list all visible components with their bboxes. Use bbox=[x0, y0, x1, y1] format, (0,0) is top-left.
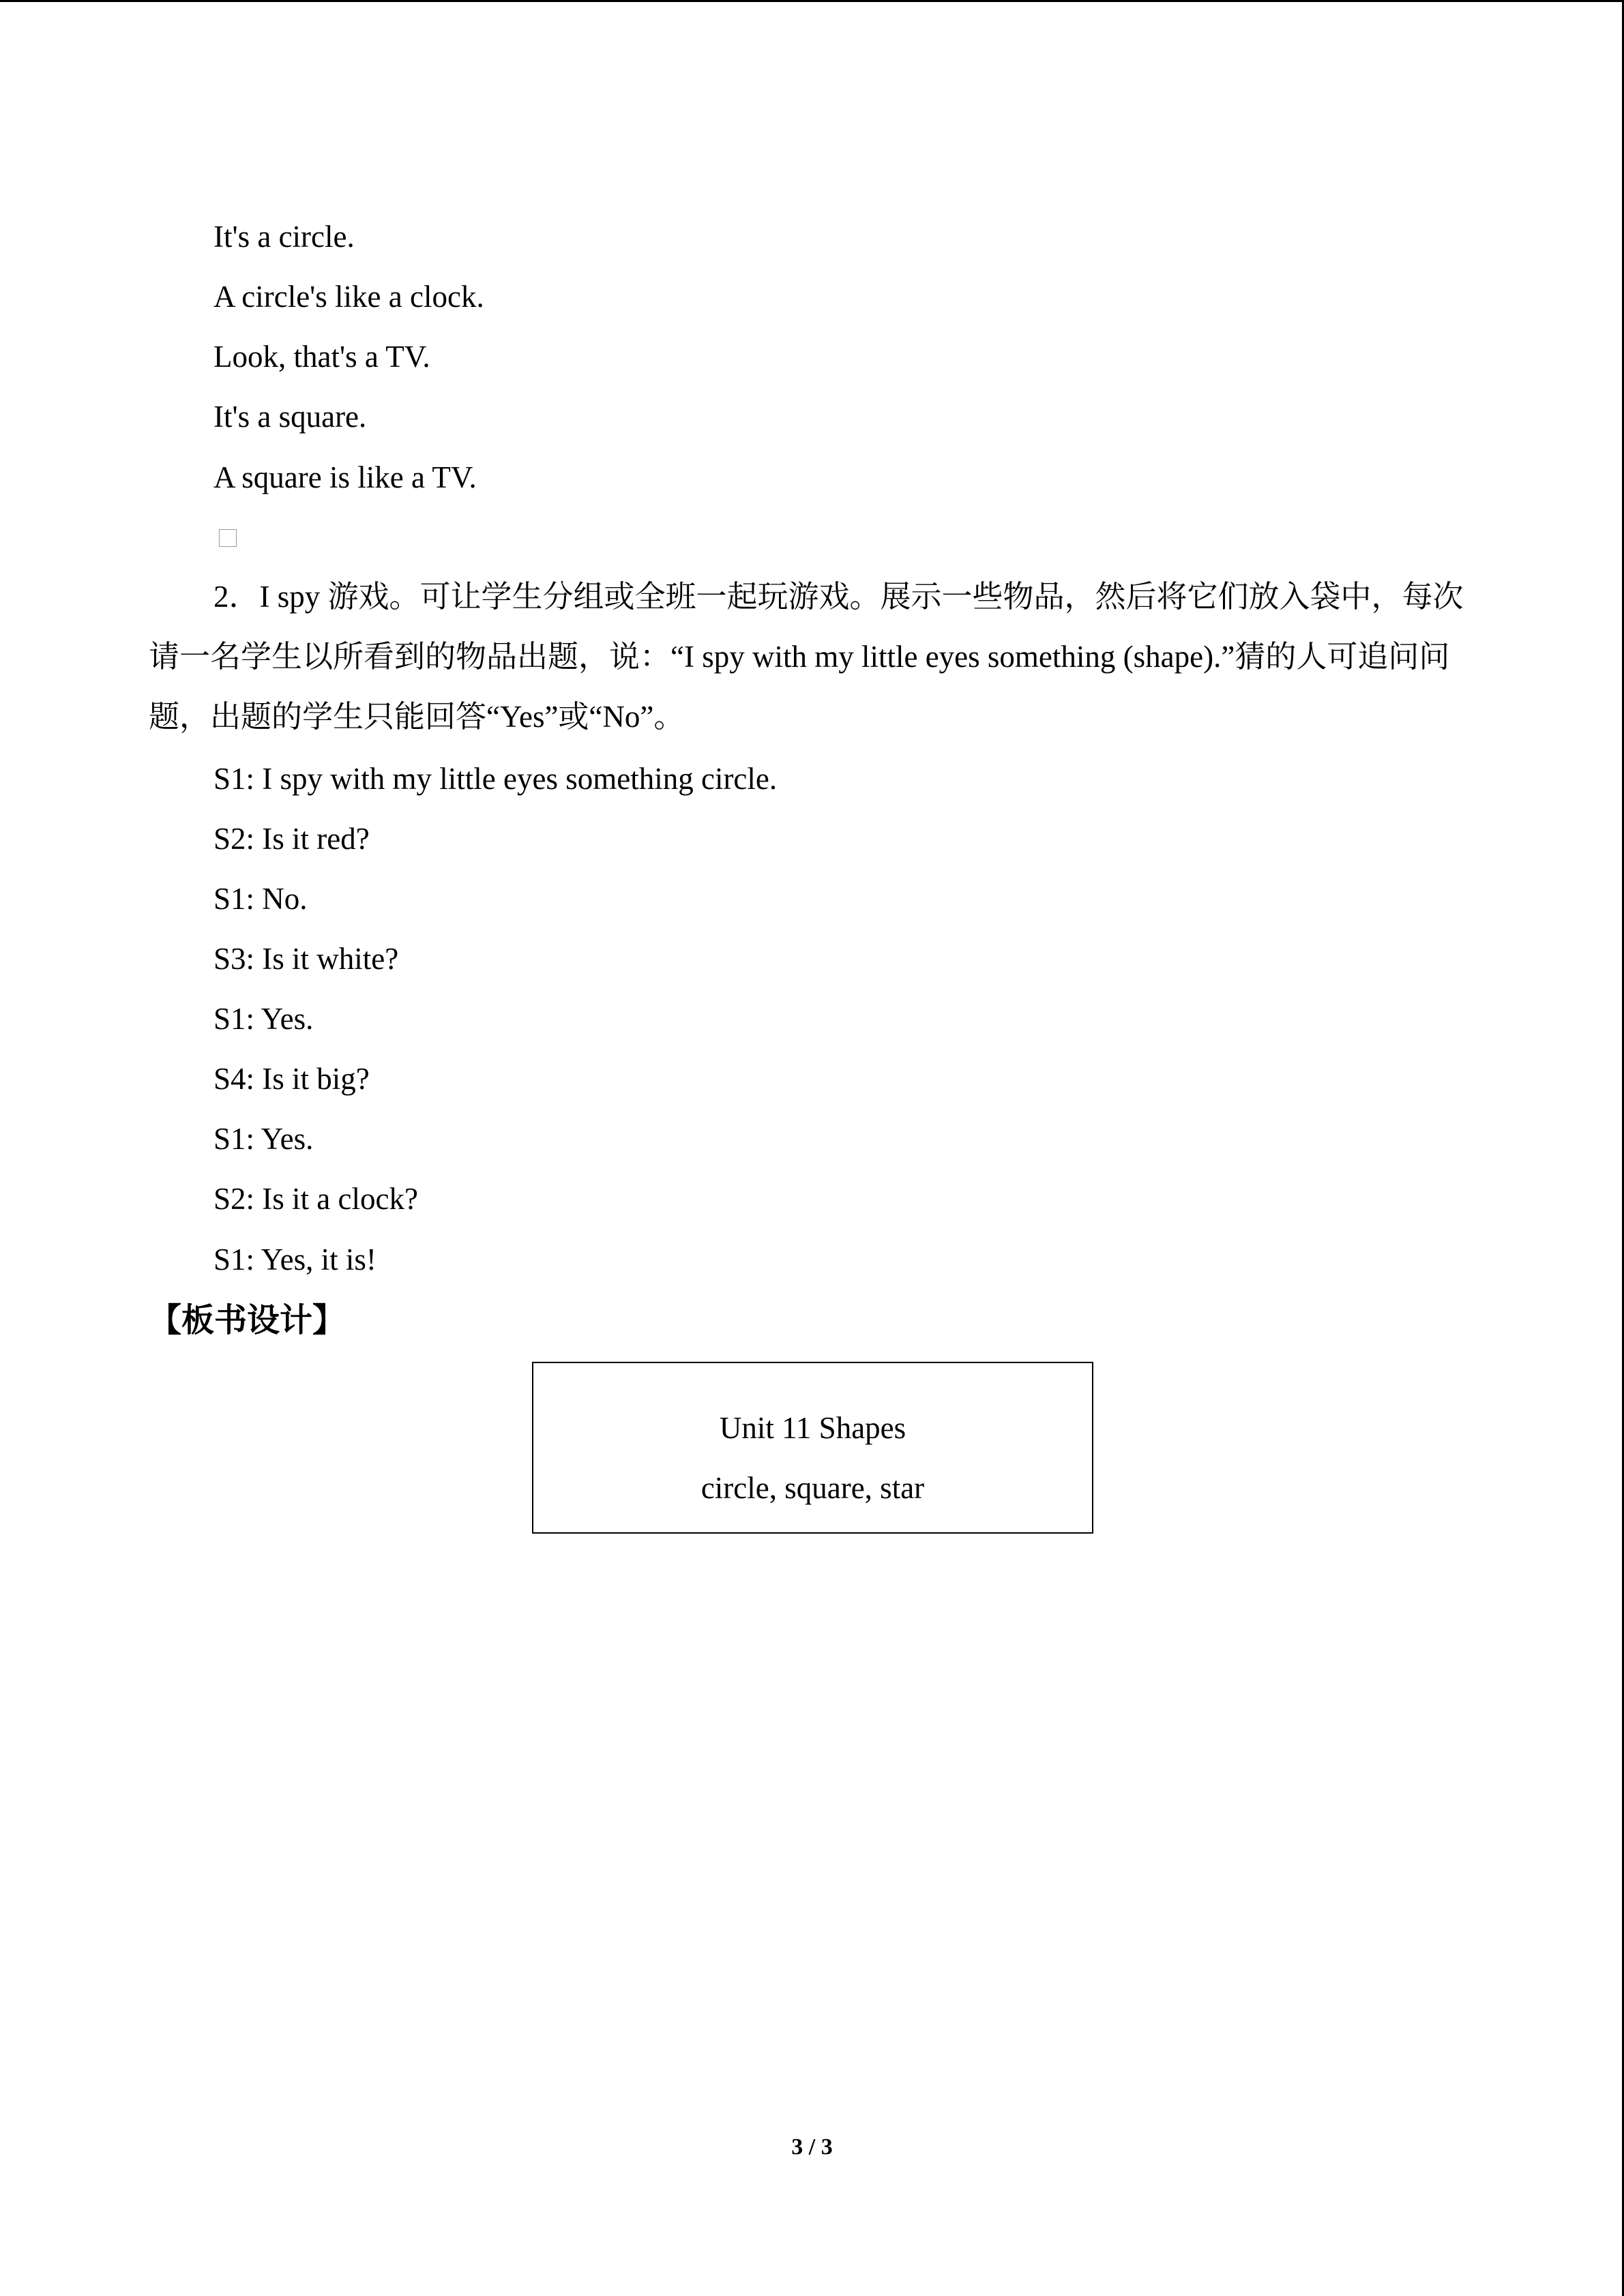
dialogue-line: S1: No. bbox=[213, 882, 308, 916]
dialogue-line: A circle's like a clock. bbox=[213, 280, 484, 314]
dialogue-line: Look, that's a TV. bbox=[213, 340, 430, 374]
board-design-heading: 【板书设计】 bbox=[149, 1301, 346, 1339]
dialogue-line: S1: Yes, it is! bbox=[213, 1242, 377, 1277]
page-top-border bbox=[0, 0, 1624, 2]
dialogue-line: It's a square. bbox=[213, 400, 367, 434]
board-words: circle, square, star bbox=[700, 1471, 925, 1505]
page-number: 3 / 3 bbox=[791, 2134, 833, 2160]
dialogue-line: It's a circle. bbox=[213, 220, 355, 254]
empty-checkbox-glyph bbox=[219, 529, 237, 547]
activity-2-paragraph bbox=[149, 567, 1486, 747]
dialogue-line: S3: Is it white? bbox=[213, 942, 399, 976]
dialogue-line: S4: Is it big? bbox=[213, 1062, 370, 1096]
dialogue-line: S1: Yes. bbox=[213, 1122, 314, 1156]
dialogue-line: S1: I spy with my little eyes something circle. bbox=[213, 762, 778, 796]
dialogue-line: A square is like a TV. bbox=[213, 460, 477, 494]
dialogue-line: S2: Is it red? bbox=[213, 822, 370, 856]
dialogue-line: S1: Yes. bbox=[213, 1002, 314, 1036]
dialogue-line: S2: Is it a clock? bbox=[213, 1182, 418, 1216]
board-title: Unit 11 Shapes bbox=[719, 1411, 906, 1445]
activity-2-text: 2．I spy 游戏。可让学生分组或全班一起玩游戏。展示一些物品，然后将它们放入袋中，每次请一名学生以所看到的物品出题，说：“I spy with my little eyes something (shape).”猜的人可追问问题，出题的学生只能回答“Yes”或“No”。 bbox=[149, 580, 1464, 734]
board-design-box bbox=[532, 1362, 1093, 1534]
